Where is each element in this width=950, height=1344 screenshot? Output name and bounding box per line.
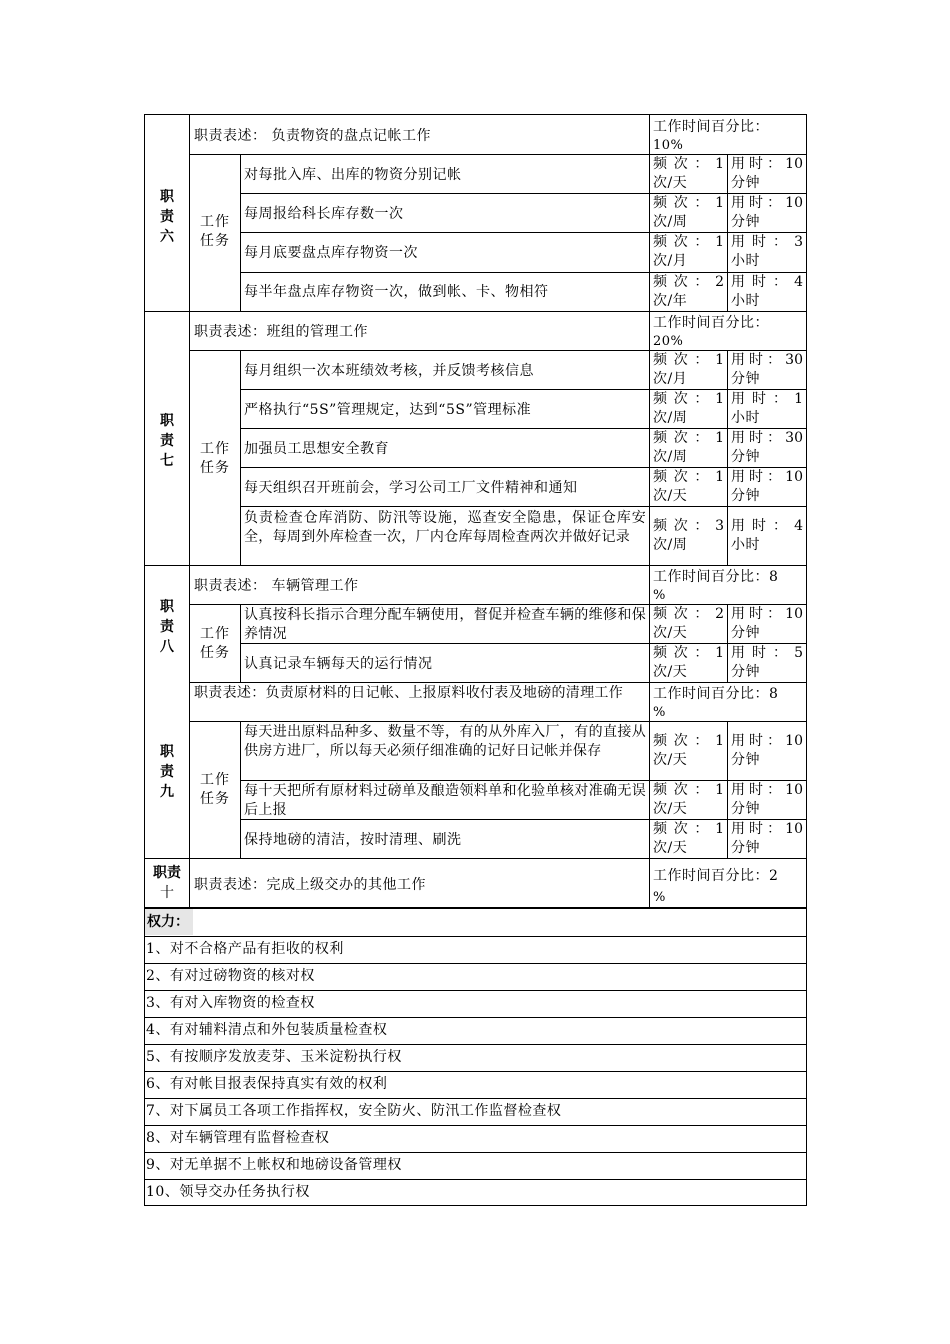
task-frequency-unit: 次/天: [653, 663, 688, 680]
task-duration: 用时：10: [731, 732, 803, 749]
task-text: 每半年盘点库存物资一次，做到帐、卡、物相符: [244, 284, 549, 300]
task-duration: 用时：3: [731, 234, 803, 250]
task-text: 严格执行“5S”管理规定，达到“5S”管理标准: [244, 402, 532, 418]
powers-title: 权力：: [145, 909, 193, 935]
task-frequency-unit: 次/天: [653, 624, 688, 641]
task-duration-unit: 小时: [731, 292, 760, 309]
duty-pct-7: 工作时间百分比：: [653, 315, 769, 331]
section-separator: [145, 858, 806, 859]
task-label-6: 工作任务: [200, 214, 230, 249]
task-frequency: 频次：1: [653, 468, 724, 485]
task-text: 每天进出原料品种多、数量不等，有的从外库入厂，有的直接从供房方进厂，所以每天必须仔细准确的记好日记帐并保存: [244, 724, 646, 759]
duty-pct-10: 工作时间百分比：2: [653, 868, 779, 884]
task-frequency: 频次：1: [653, 429, 724, 446]
task-text: 每月底要盘点库存物资一次: [244, 245, 418, 261]
power-item: 2、有对过磅物资的核对权: [145, 963, 806, 989]
task-duration-unit: 分钟: [731, 174, 760, 191]
task-duration-unit: 分钟: [731, 213, 760, 230]
task-duration-unit: 分钟: [731, 487, 760, 504]
duty-desc-9: 职责表述：负责原材料的日记帐、上报原料收付表及地磅的清理工作: [194, 685, 623, 701]
row-separator: [189, 721, 806, 722]
task-frequency: 频次：2: [653, 273, 724, 290]
power-item: 8、对车辆管理有监督检查权: [145, 1125, 806, 1151]
power-item: 5、有按顺序发放麦芽、玉米淀粉执行权: [145, 1044, 806, 1070]
task-duration-unit: 分钟: [731, 624, 760, 641]
duty-pct-8: 工作时间百分比：8: [653, 569, 779, 585]
row-separator: [240, 506, 806, 507]
task-duration: 用时：10: [731, 155, 803, 172]
task-frequency-unit: 次/天: [653, 487, 688, 504]
task-frequency: 频次：1: [653, 781, 724, 798]
duty-pct-6b: 10%: [653, 138, 684, 153]
task-text: 认真按科长指示合理分配车辆使用，督促并检查车辆的维修和保养情况: [244, 607, 646, 642]
task-duration-unit: 分钟: [731, 751, 760, 768]
task-frequency: 频次：1: [653, 155, 724, 172]
duty-desc-8: 职责表述： 车辆管理工作: [194, 578, 359, 594]
row-separator: [189, 682, 806, 683]
task-duration-unit: 分钟: [731, 800, 760, 817]
section-separator: [145, 311, 806, 312]
task-duration: 用时：5: [731, 644, 803, 661]
task-frequency: 频次：3: [653, 517, 724, 534]
task-frequency-unit: 次/年: [653, 292, 688, 309]
task-frequency: 频次：1: [653, 234, 724, 250]
task-text: 对每批入库、出库的物资分别记帐: [244, 167, 462, 183]
task-frequency: 频次：1: [653, 194, 724, 211]
task-frequency-unit: 次/周: [653, 448, 688, 465]
task-duration: 用时：30: [731, 351, 803, 368]
task-frequency: 频次：2: [653, 605, 724, 622]
task-frequency-unit: 次/周: [653, 213, 688, 230]
duty-desc-7: 职责表述：班组的管理工作: [194, 324, 368, 340]
duty-label-6: 职责六: [160, 189, 174, 245]
task-frequency-unit: 次/天: [653, 174, 688, 191]
col-divider-task-7: [240, 350, 241, 565]
power-item: 4、有对辅料清点和外包装质量检查权: [145, 1017, 806, 1043]
task-frequency: 频次：1: [653, 351, 724, 368]
task-duration-unit: 分钟: [731, 448, 760, 465]
task-duration: 用时：4: [731, 273, 803, 290]
power-item: 1、对不合格产品有拒收的权利: [145, 936, 806, 962]
power-item: 7、对下属员工各项工作指挥权，安全防火、防汛工作监督检查权: [145, 1098, 806, 1124]
power-item: 10、领导交办任务执行权: [145, 1179, 806, 1205]
duty-label-7: 职责七: [160, 413, 174, 469]
task-text: 负责检查仓库消防、防汛等设施，巡查安全隐患，保证仓库安全，每周到外库检查一次，厂内仓库每周检查两次并做好记录: [244, 510, 646, 545]
task-duration: 用时：10: [731, 194, 803, 211]
task-text: 每天组织召开班前会，学习公司工厂文件精神和通知: [244, 480, 578, 496]
task-duration: 用时：30: [731, 429, 803, 446]
task-frequency-unit: 次/月: [653, 370, 688, 387]
duty-label-10: 职责 十: [153, 865, 181, 901]
task-frequency-unit: 次/天: [653, 800, 688, 817]
duty-pct-7b: 20%: [653, 334, 684, 349]
task-frequency: 频次：1: [653, 820, 724, 837]
col-divider-time-9: [727, 721, 728, 858]
task-text: 每月组织一次本班绩效考核，并反馈考核信息: [244, 363, 534, 379]
duty-desc-6: 职责表述： 负责物资的盘点记帐工作: [194, 128, 431, 144]
task-duration-unit: 小时: [731, 409, 760, 426]
task-text: 认真记录车辆每天的运行情况: [244, 656, 433, 672]
task-duration-unit: 分钟: [731, 839, 760, 856]
task-frequency-unit: 次/天: [653, 751, 688, 768]
task-duration: 用时：10: [731, 820, 803, 837]
task-duration: 用时：10: [731, 468, 803, 485]
task-frequency-unit: 次/天: [653, 839, 688, 856]
duty-label-8: 职责八: [160, 599, 174, 655]
task-frequency-unit: 次/周: [653, 536, 688, 553]
col-divider-task-9: [240, 721, 241, 858]
task-text: 每十天把所有原材料过磅单及酿造领料单和化验单核对准确无误后上报: [244, 783, 646, 818]
duty-pct-8b: %: [653, 588, 666, 603]
task-frequency-unit: 次/月: [653, 253, 688, 269]
power-item: 6、有对帐目报表保持真实有效的权利: [145, 1071, 806, 1097]
task-label-7: 工作任务: [200, 441, 230, 476]
task-duration: 用时：10: [731, 781, 803, 798]
task-frequency: 频次：1: [653, 732, 724, 749]
col-divider-label: [189, 115, 190, 909]
duty-desc-10: 职责表述：完成上级交办的其他工作: [194, 877, 426, 893]
power-item: 3、有对入库物资的检查权: [145, 990, 806, 1016]
section-separator: [145, 565, 806, 566]
duties-table: [144, 114, 807, 908]
duty-pct-6: 工作时间百分比：: [653, 119, 769, 135]
task-duration-unit: 小时: [731, 536, 760, 553]
col-divider-stats: [649, 115, 650, 909]
task-frequency-unit: 次/周: [653, 409, 688, 426]
task-duration: 用时：4: [731, 517, 803, 534]
powers-table: [144, 907, 807, 1206]
task-label-9: 工作任务: [200, 772, 230, 807]
task-label-8: 工作任务: [200, 626, 230, 661]
task-duration-unit: 分钟: [731, 663, 760, 680]
task-frequency: 频次：1: [653, 644, 724, 661]
duty-label-9: 职责九: [160, 744, 174, 800]
duty-pct-10b: %: [653, 890, 666, 905]
task-duration: 用时：1: [731, 390, 803, 407]
task-duration: 用时：10: [731, 605, 803, 622]
task-duration-unit: 分钟: [731, 370, 760, 387]
task-frequency: 频次：1: [653, 390, 724, 407]
task-text: 加强员工思想安全教育: [244, 441, 389, 457]
task-text: 保持地磅的清洁，按时清理、刷洗: [244, 832, 462, 848]
col-divider-time-7: [727, 350, 728, 565]
task-text: 每周报给科长库存数一次: [244, 206, 404, 222]
power-item: 9、对无单据不上帐权和地磅设备管理权: [145, 1152, 806, 1178]
duty-pct-9b: %: [653, 705, 666, 720]
task-duration-unit: 小时: [731, 253, 760, 269]
duty-pct-9: 工作时间百分比：8: [653, 686, 779, 702]
